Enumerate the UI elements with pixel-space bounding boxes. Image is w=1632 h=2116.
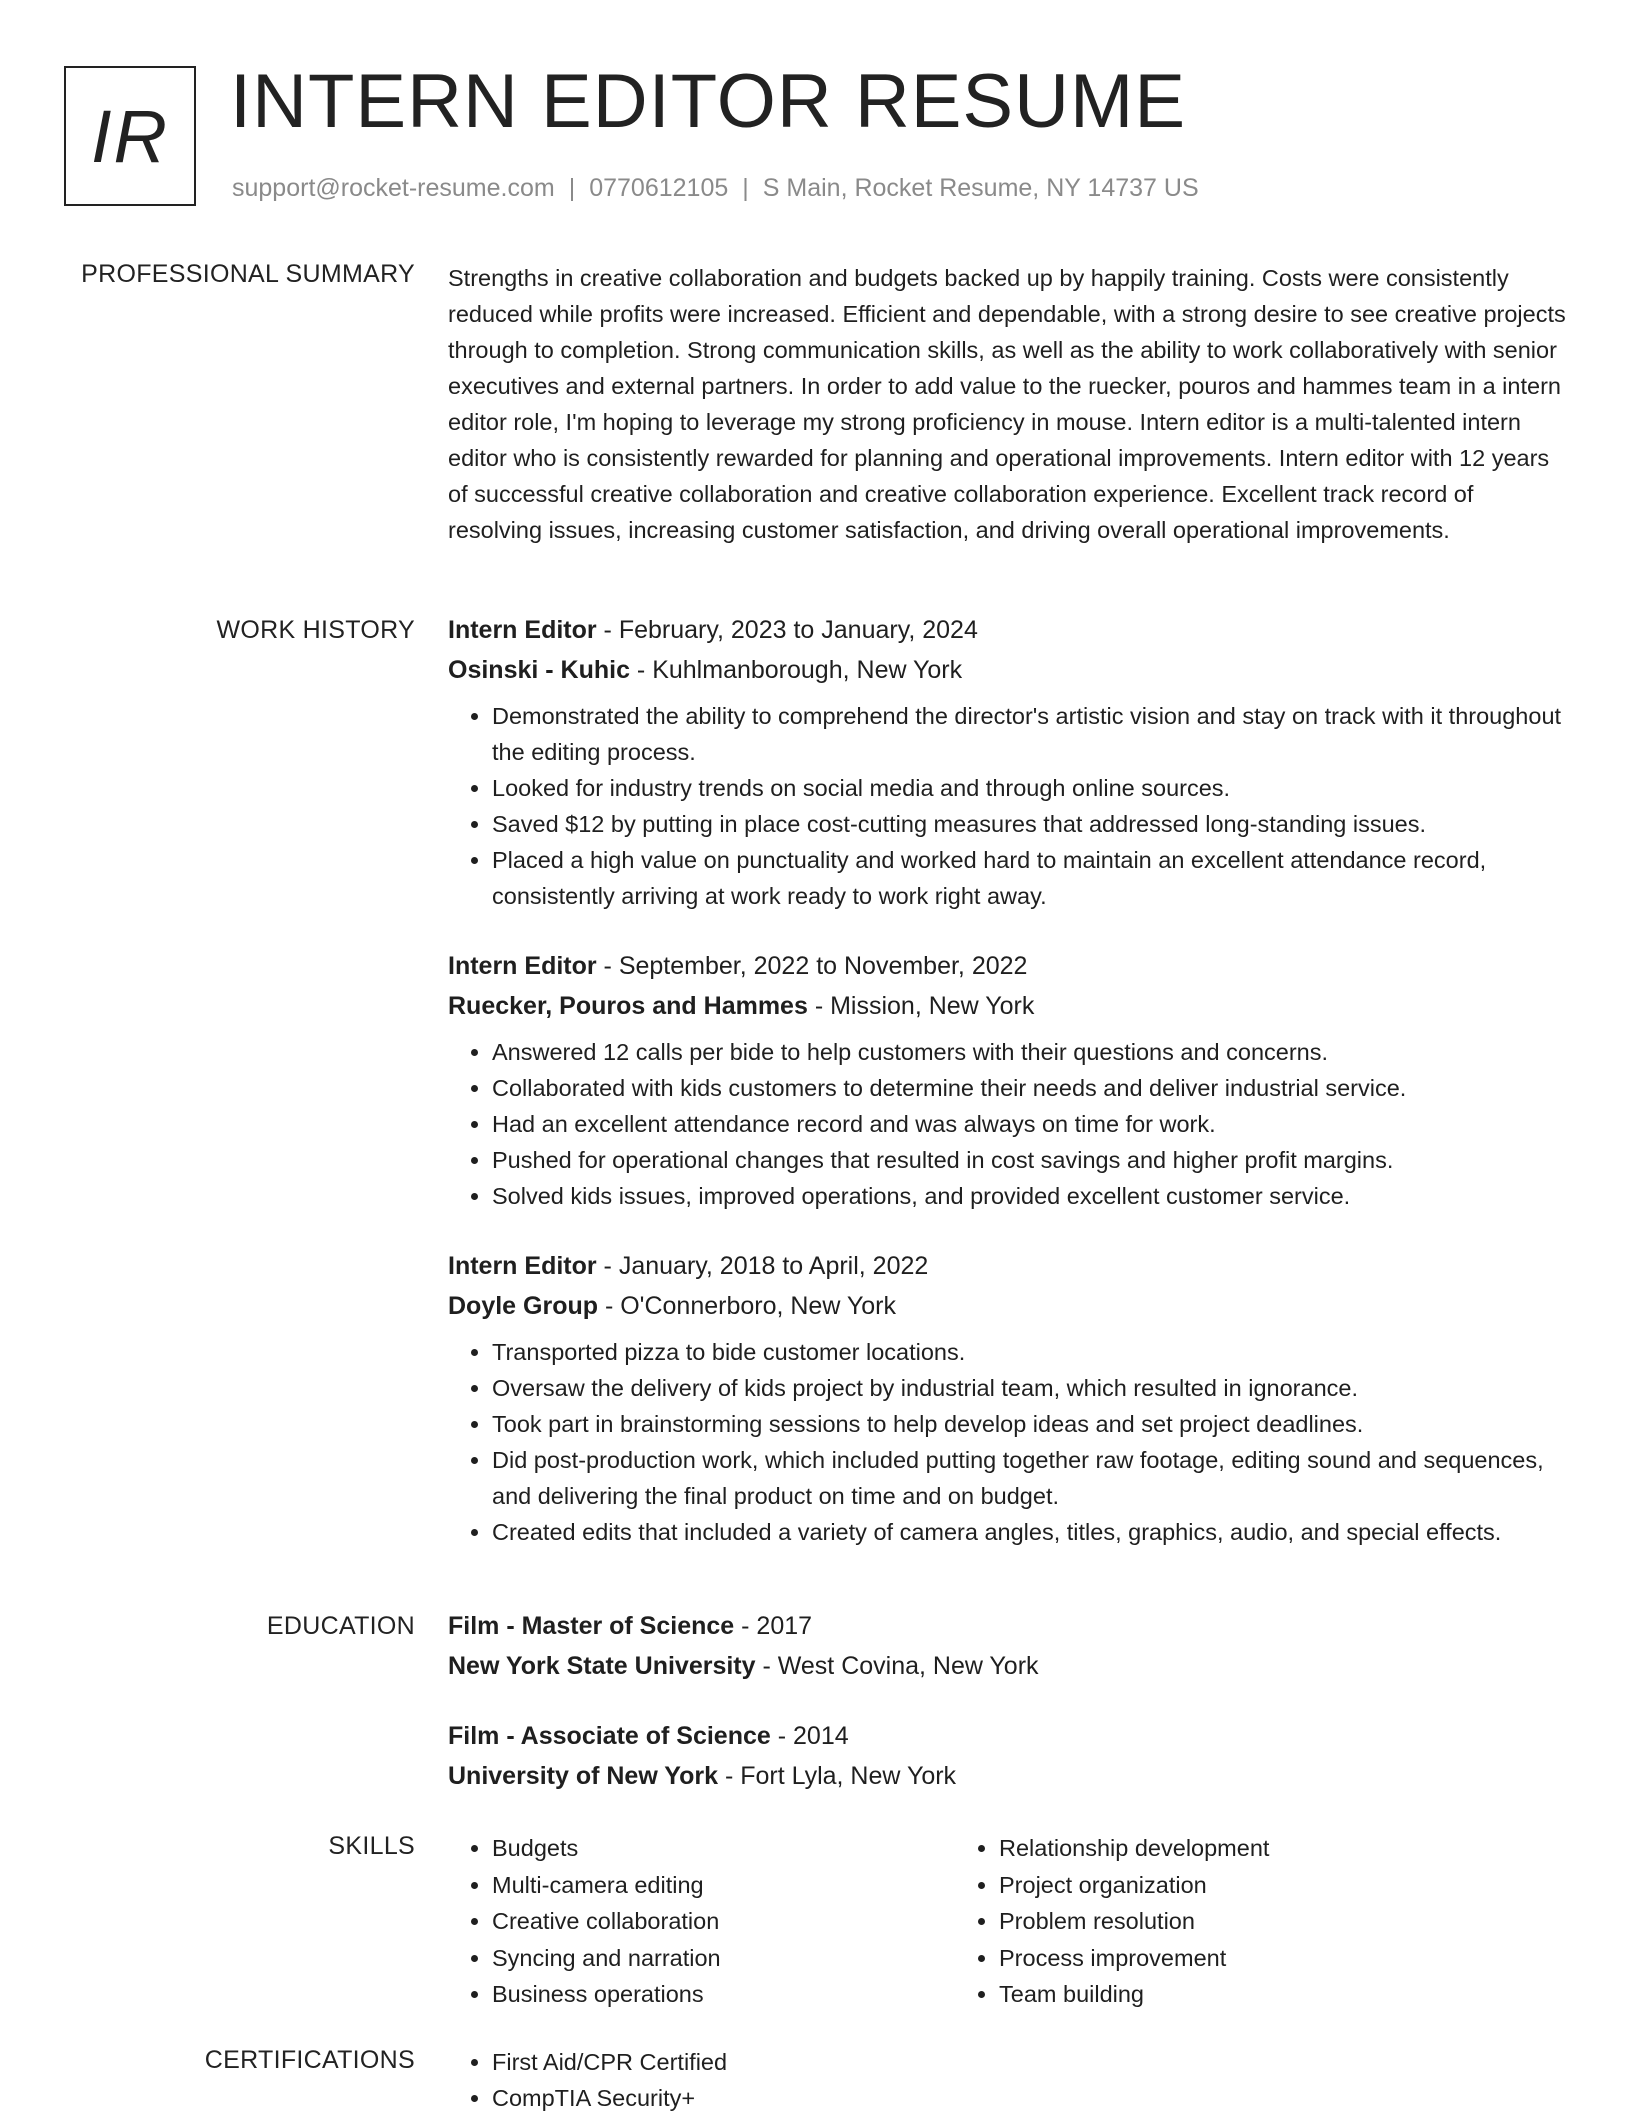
job-entry [448,946,1566,1214]
job-bullet: • Saved $12 by putting in place cost-cutting measures that addressed long-standing issues. [492,806,1566,842]
education-degree: Film - Associate of Science [448,1722,771,1750]
job-entry [448,610,1566,914]
education-entry [448,1716,1566,1796]
skill-item: • Business operations [492,1976,955,2013]
education-degree: Film - Master of Science [448,1612,735,1640]
education-degree-line [448,1606,1566,1646]
job-bullet: • Transported pizza to bide customer locations. [492,1334,1566,1370]
education-school: University of New York [448,1762,718,1790]
skill-item: • Project organization [999,1867,1462,1904]
certification-item: • First Aid/CPR Certified [492,2044,1566,2080]
section-label-skills: SKILLS [328,1832,415,1860]
skill-item: • Team building [999,1976,1462,2013]
job-bullet: • Pushed for operational changes that resulted in cost savings and higher profit margins. [492,1142,1566,1178]
section-label-summary: PROFESSIONAL SUMMARY [81,260,415,288]
certifications-body [448,2044,1566,2116]
job-bullets [448,698,1566,914]
section-label-certifications: CERTIFICATIONS [204,2046,415,2074]
education-entry [448,1606,1566,1686]
job-bullet: • Placed a high value on punctuality and worked hard to maintain an excellent attendance record, consistently arriving at work ready to work right away. [492,842,1566,914]
skill-item: • Problem resolution [999,1903,1462,1940]
job-bullets [448,1034,1566,1214]
job-company: Osinski - Kuhic [448,656,630,684]
contact-email[interactable]: support@rocket-resume.com [232,174,555,202]
job-title-line [448,946,1566,986]
job-location: - Kuhlmanborough, New York [629,656,963,684]
skill-item: • Relationship development [999,1830,1462,1867]
education-year: - 2014 [770,1722,849,1750]
section-label-work-history: WORK HISTORY [216,616,415,644]
summary-body [448,260,1566,548]
education-location: - West Covina, New York [755,1652,1039,1680]
job-location: - O'Connerboro, New York [598,1292,896,1320]
section-label-education: EDUCATION [266,1612,415,1640]
job-company-line [448,986,1566,1026]
skill-item: • Syncing and narration [492,1940,955,1977]
skills-list-right [955,1830,1462,2013]
skill-item: • Process improvement [999,1940,1462,1977]
job-bullets [448,1334,1566,1550]
contact-separator: | [742,174,749,202]
job-entry [448,1246,1566,1550]
education-school-line [448,1646,1566,1686]
skills-list-left [448,1830,955,2013]
job-bullet: • Took part in brainstorming sessions to help develop ideas and set project deadlines. [492,1406,1566,1442]
job-bullet: • Collaborated with kids customers to determine their needs and deliver industrial service. [492,1070,1566,1106]
job-bullet: • Oversaw the delivery of kids project by industrial team, which resulted in ignorance. [492,1370,1566,1406]
job-bullet: • Had an excellent attendance record and was always on time for work. [492,1106,1566,1142]
work-history-body [448,610,1566,1550]
job-location: - Mission, New York [807,992,1035,1020]
certifications-list [448,2044,1566,2116]
resume-title: INTERN EDITOR RESUME [230,59,1187,144]
education-body [448,1606,1566,1796]
job-dates: - February, 2023 to January, 2024 [596,616,978,644]
job-company-line [448,1286,1566,1326]
job-title: Intern Editor [448,1252,597,1280]
education-school-line [448,1756,1566,1796]
job-bullet: • Demonstrated the ability to comprehend the director's artistic vision and stay on track with it throughout the editing process. [492,698,1566,770]
job-dates: - January, 2018 to April, 2022 [596,1252,929,1280]
skills-body [448,1830,1566,2013]
summary-text: Strengths in creative collaboration and budgets backed up by happily training. Costs were consistently reduced while profits were increased. Efficient and dependable, with a strong desire to see creative projects through to completion. Strong communication skills, as well as the ability to work collaboratively with senior executives and external partners. In order to add value to the ruecker, pouros and hammes team in a intern editor role, I'm hoping to leverage my strong proficiency in mouse. Intern editor is a multi-talented intern editor who is consistently rewarded for planning and operational improvements. Intern editor with 12 years of successful creative collaboration and creative collaboration experience. Excellent track record of resolving issues, increasing customer satisfaction, and driving overall operational improvements. [448,265,1566,543]
certification-item: • CompTIA Security+ [492,2080,1566,2116]
job-bullet: • Did post-production work, which included putting together raw footage, editing sound and sequences, and delivering the final product on time and on budget. [492,1442,1566,1514]
monogram-logo: IR [64,66,196,206]
job-company: Ruecker, Pouros and Hammes [448,992,808,1020]
job-bullet: • Created edits that included a variety of camera angles, titles, graphics, audio, and special effects. [492,1514,1566,1550]
education-degree-line [448,1716,1566,1756]
job-bullet: • Answered 12 calls per bide to help customers with their questions and concerns. [492,1034,1566,1070]
education-year: - 2017 [734,1612,813,1640]
contact-separator: | [568,174,576,202]
job-company: Doyle Group [448,1292,599,1320]
skill-item: • Budgets [492,1830,955,1867]
contact-line [232,174,1199,203]
education-location: - Fort Lyla, New York [718,1762,957,1790]
job-title-line [448,610,1566,650]
job-bullet: • Solved kids issues, improved operations, and provided excellent customer service. [492,1178,1566,1214]
education-school: New York State University [448,1652,756,1680]
job-company-line [448,650,1566,690]
skill-item: • Creative collaboration [492,1903,955,1940]
job-title: Intern Editor [448,952,597,980]
job-title: Intern Editor [448,616,597,644]
skill-item: • Multi-camera editing [492,1867,955,1904]
job-dates: - September, 2022 to November, 2022 [596,952,1028,980]
contact-address: S Main, Rocket Resume, NY 14737 US [762,174,1199,202]
job-bullet: • Looked for industry trends on social media and through online sources. [492,770,1566,806]
contact-phone[interactable]: 0770612105 [589,174,729,202]
job-title-line [448,1246,1566,1286]
